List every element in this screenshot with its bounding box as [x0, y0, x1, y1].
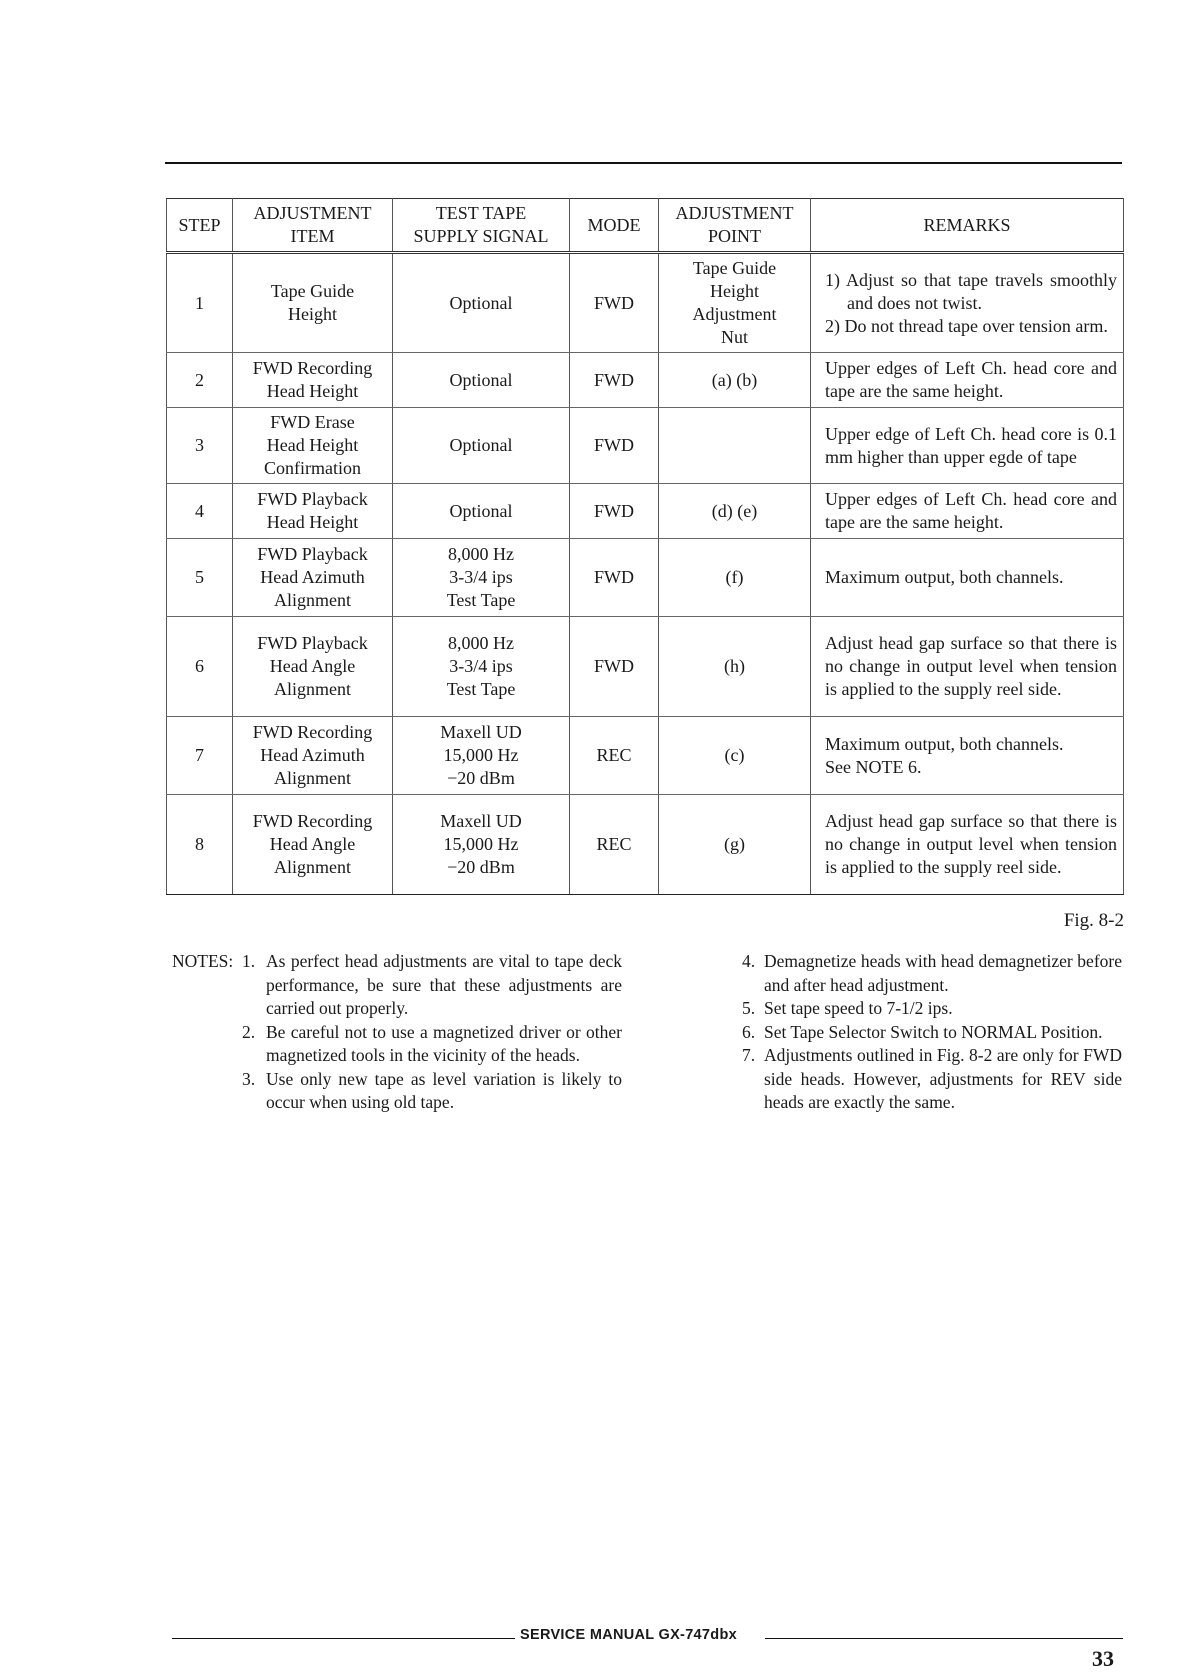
note-item — [742, 950, 1122, 997]
cell-mode: FWD — [570, 253, 659, 353]
cell-remarks: Maximum output, both channels. See NOTE 6. — [811, 717, 1124, 795]
header-test-tape-supply-signal: TEST TAPE SUPPLY SIGNAL — [393, 199, 570, 253]
cell-adjustment-point: (c) — [659, 717, 811, 795]
page-number: 33 — [1092, 1646, 1114, 1671]
cell-adjustment-item: FWD Erase Head Height Confirmation — [233, 408, 393, 484]
remarks-list — [825, 269, 1117, 338]
note-text: As perfect head adjustments are vital to tape deck performance, be sure that these adjustments are carried out properly. — [266, 951, 622, 1018]
note-text: Use only new tape as level variation is likely to occur when using old tape. — [266, 1068, 622, 1112]
note-number: 4. — [742, 951, 756, 971]
cell-adjustment-item: FWD Recording Head Height — [233, 353, 393, 408]
note-item — [742, 997, 1122, 1021]
cell-mode: FWD — [570, 617, 659, 717]
cell-test-signal: Optional — [393, 253, 570, 353]
cell-test-signal: Optional — [393, 353, 570, 408]
header-mode: MODE — [570, 199, 659, 253]
header-remarks: REMARKS — [811, 199, 1124, 253]
cell-step: 8 — [167, 795, 233, 895]
cell-step: 4 — [167, 484, 233, 539]
note-text: Set tape speed to 7-1/2 ips. — [764, 998, 953, 1018]
note-number: 5. — [742, 998, 756, 1018]
cell-adjustment-point: (g) — [659, 795, 811, 895]
note-number: 6. — [742, 1021, 756, 1042]
cell-test-signal: Maxell UD 15,000 Hz −20 dBm — [393, 795, 570, 895]
cell-mode: FWD — [570, 408, 659, 484]
table-row — [167, 484, 1124, 539]
note-item — [172, 950, 622, 1021]
cell-adjustment-point — [659, 408, 811, 484]
note-number: 3. — [242, 1068, 256, 1089]
table-row — [167, 539, 1124, 617]
cell-remarks: Adjust head gap surface so that there is no change in output level when tension is applied to the supply reel side. — [811, 617, 1124, 717]
cell-test-signal: Optional — [393, 484, 570, 539]
cell-adjustment-item: FWD Recording Head Angle Alignment — [233, 795, 393, 895]
table-row — [167, 795, 1124, 895]
cell-step: 1 — [167, 253, 233, 353]
cell-mode: FWD — [570, 353, 659, 408]
cell-step: 3 — [167, 408, 233, 484]
cell-step: 5 — [167, 539, 233, 617]
note-item — [172, 1068, 622, 1115]
cell-adjustment-point: (a) (b) — [659, 353, 811, 408]
cell-adjustment-item: FWD Playback Head Azimuth Alignment — [233, 539, 393, 617]
cell-mode: REC — [570, 717, 659, 795]
footer-rule-left — [172, 1638, 515, 1639]
cell-step: 7 — [167, 717, 233, 795]
cell-mode: FWD — [570, 484, 659, 539]
cell-test-signal: 8,000 Hz 3-3/4 ips Test Tape — [393, 617, 570, 717]
note-number: 7. — [742, 1045, 756, 1065]
note-text: Demagnetize heads with head demagnetizer before and after head adjustment. — [764, 951, 1122, 995]
notes-left-column — [172, 950, 622, 1115]
footer-rule-right — [765, 1638, 1123, 1639]
table-row — [167, 353, 1124, 408]
cell-remarks: Upper edges of Left Ch. head core and tape are the same height. — [811, 484, 1124, 539]
cell-adjustment-point: (f) — [659, 539, 811, 617]
note-item — [172, 1021, 622, 1068]
cell-adjustment-item: FWD Playback Head Angle Alignment — [233, 617, 393, 717]
footer-title: SERVICE MANUAL GX-747dbx — [520, 1627, 737, 1643]
table-row — [167, 408, 1124, 484]
cell-test-signal: Maxell UD 15,000 Hz −20 dBm — [393, 717, 570, 795]
cell-step: 6 — [167, 617, 233, 717]
cell-adjustment-item: Tape Guide Height — [233, 253, 393, 353]
header-adjustment-point: ADJUSTMENT POINT — [659, 199, 811, 253]
cell-adjustment-point: Tape Guide Height Adjustment Nut — [659, 253, 811, 353]
note-number: 2. — [242, 1021, 256, 1042]
cell-adjustment-item: FWD Playback Head Height — [233, 484, 393, 539]
table-row — [167, 717, 1124, 795]
cell-remarks: Maximum output, both channels. — [811, 539, 1124, 617]
cell-mode: FWD — [570, 539, 659, 617]
cell-remarks — [811, 253, 1124, 353]
cell-adjustment-point: (d) (e) — [659, 484, 811, 539]
note-item — [742, 1044, 1122, 1115]
remarks-list-item: 1) Adjust so that tape travels smoothly and does not twist. — [825, 269, 1117, 313]
cell-remarks: Upper edges of Left Ch. head core and tape are the same height. — [811, 353, 1124, 408]
remarks-list-item: 2) Do not thread tape over tension arm. — [825, 315, 1108, 336]
note-item — [742, 1021, 1122, 1045]
cell-adjustment-item: FWD Recording Head Azimuth Alignment — [233, 717, 393, 795]
adjustment-table — [166, 198, 1124, 895]
header-adjustment-item: ADJUSTMENT ITEM — [233, 199, 393, 253]
cell-adjustment-point: (h) — [659, 617, 811, 717]
cell-step: 2 — [167, 353, 233, 408]
note-text: Be careful not to use a magnetized driver or other magnetized tools in the vicinity of the heads. — [266, 1021, 622, 1065]
cell-remarks: Adjust head gap surface so that there is no change in output level when tension is applied to the supply reel side. — [811, 795, 1124, 895]
note-number: 1. — [242, 951, 256, 971]
header-step: STEP — [167, 199, 233, 253]
cell-mode: REC — [570, 795, 659, 895]
table-row — [167, 617, 1124, 717]
cell-test-signal: 8,000 Hz 3-3/4 ips Test Tape — [393, 539, 570, 617]
note-text: Adjustments outlined in Fig. 8-2 are only for FWD side heads. However, adjustments for REV side heads are exactly the same. — [764, 1045, 1122, 1112]
cell-test-signal: Optional — [393, 408, 570, 484]
figure-label: Fig. 8-2 — [1063, 910, 1124, 931]
table-header-row — [167, 199, 1124, 253]
notes-heading: NOTES: — [172, 951, 234, 971]
cell-remarks: Upper edge of Left Ch. head core is 0.1 mm higher than upper egde of tape — [811, 408, 1124, 484]
table-row — [167, 253, 1124, 353]
top-rule — [165, 162, 1122, 164]
notes-right-column — [742, 950, 1122, 1115]
note-text: Set Tape Selector Switch to NORMAL Position. — [764, 1021, 1103, 1042]
